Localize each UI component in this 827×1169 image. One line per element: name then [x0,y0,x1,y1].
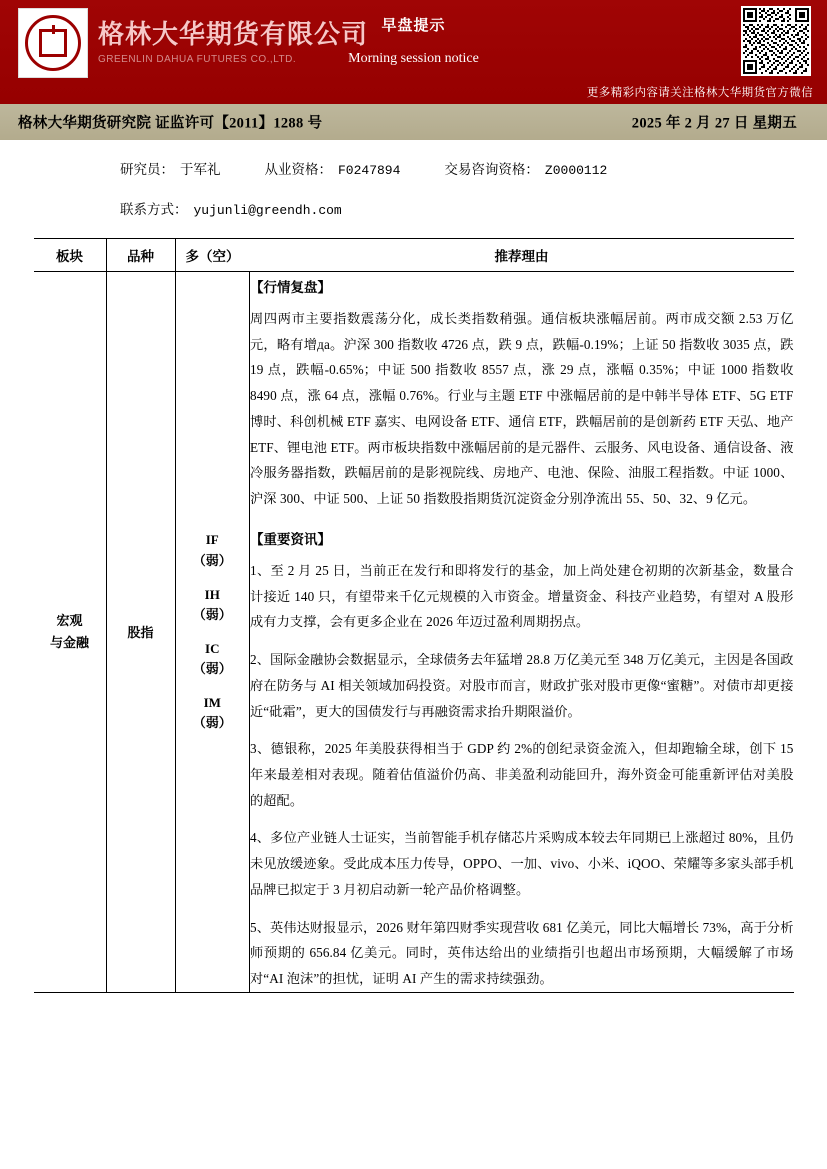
position-code: IF [205,532,219,548]
table-head [34,239,794,272]
company-branding [18,8,368,78]
paragraph-market-review: 周四两市主要指数震荡分化，成长类指数稍强。通信板块涨幅居前。两市成交额 2.53 万亿元，略有增да。沪深 300 指数收 4726 点，跌 9 点，跌幅-0.19%；上证 50 指数收 3035 点，跌 19 点，跌幅-0.65%；中证 500 指数收 8557 点，涨 29 点，涨幅 0.35%；中证 1000 指数收 8490 点，涨 64 点，涨幅 0.76%。行业与主题 ETF 中涨幅居前的是中韩半导体 ETF、5G ETF 博时、科创机械 ETF 嘉实、电网设备 ETF、通信 ETF，跌幅居前的是创新药 ETF 天弘、地产 ETF、锂电池 ETF。两市板块指数中涨幅居前的是元器件、云服务、风电设备、通信设备、液冷服务器指数，跌幅居前的是影视院线、房地产、电池、保险、油服工程指数。中证 1000、沪深 300、中证 500、上证 50 指数股指期货沉淀资金分别净流出 55、50、32、9 亿元。 [250,311,794,507]
header-reason: 推荐理由 [250,239,794,272]
wechat-followup-note: 更多精彩内容请关注格林大华期货官方微信 [586,87,813,99]
cell-positions [175,272,250,993]
paragraph-news-5: 5、英伟达财报显示，2026 财年第四财季实现营收 681 亿美元，同比大幅增长 73%，高于分析师预期的 656.84 亿美元。同时，英伟达给出的业绩指引也超出市场预期，大幅缓解了市场对“AI 泡沫”的担忧，证明 AI 产生的需求持续强劲。 [250,919,794,987]
position-gap [176,625,250,639]
cell-variety: 股指 [106,272,175,993]
paragraph-news-1: 1、至 2 月 25 日，当前正在发行和即将发行的基金，加上尚处建仓初期的次新基金，数量合计接近 140 只，有望带来千亿元规模的入市资金。增量资金、科技产业趋势，有望对 A 股形成有力支撑，会有更多企业在 2026 年迈过盈利周期拐点。 [250,562,794,630]
sector-line-2: 与金融 [49,634,89,650]
table-header-row [34,239,794,272]
report-meta [0,140,827,218]
paragraph-news-2: 2、国际金融协会数据显示，全球债务去年猛增 28.8 万亿美元至 348 万亿美元，主因是各国政府在防务与 AI 相关领域加码投资。对股市而言，财政扩张对股市更像“蜜糖”。对债市却更接近“砒霜”，更大的国债发行与再融资需求抬升期限溢价。 [250,652,794,719]
position-view: （弱） [192,552,232,568]
position-item [176,693,250,733]
company-name-cn: 格林大华期货有限公司 [98,20,369,50]
position-code: IC [205,640,220,656]
section-title-market-review: 【行情复盘】 [250,280,331,295]
position-gap [176,679,250,693]
position-view: （弱） [192,661,232,677]
document-title-en: Morning session notice [348,51,479,66]
report-date: 2025 年 2 月 27 日 星期五 [631,115,797,132]
meta-row-contact [120,198,827,218]
position-gap [176,571,250,585]
company-logo [18,8,88,78]
document-header [0,0,827,104]
position-code: IH [204,586,220,602]
position-item [176,530,250,570]
position-view: （弱） [192,715,232,731]
position-view: （弱） [192,606,232,622]
section-title-key-news: 【重要资讯】 [250,531,331,547]
consult-label: 交易咨询资格： [444,162,539,177]
institute-license: 格林大华期货研究院 证监许可【2011】1288 号 [18,115,323,132]
paragraph-news-4: 4、多位产业链人士证实，当前智能手机存储芯片采购成本较去年同期已上涨超过 80%，且仍未见放缓迹象。受此成本压力传导，OPPO、一加、vivo、小米、iQOO、荣耀等多家头部手机品牌已拟定于 3 月初启动新一轮产品价格调整。 [250,830,794,897]
table-body [34,272,794,993]
institute-bar [0,104,827,140]
contact-label: 联系方式： [120,202,188,217]
researcher-value: 于军礼 [180,162,221,177]
contact-value: yujunli@greendh.com [193,203,342,218]
meta-row-researcher [120,158,827,178]
recommendation-table [34,238,794,993]
seal-icon [25,15,81,71]
researcher-label: 研究员： [120,162,174,177]
qr-code-icon [741,6,811,76]
document-title-cn: 早盘提示 [381,18,446,34]
header-sector: 板块 [34,239,107,272]
position-item [176,639,250,679]
consult-value: Z0000112 [544,163,608,178]
paragraph-news-3: 3、德银称，2025 年美股获得相当于 GDP 约 2%的创纪录资金流入，但却跑输全球，创下 15 年来最差相对表现。随着估值溢价仍高、非美盈利动能回升，海外资金可能重新评估对美股的超配。 [250,741,794,808]
sector-line-1: 宏观 [56,612,83,628]
qualification-value: F0247894 [338,163,401,178]
company-name-en: GREENLIN DAHUA FUTURES CO.,LTD. [98,53,297,65]
seal-inner-icon [39,29,67,57]
position-code: IM [203,695,221,711]
position-item [176,585,250,625]
header-position: 多（空） [175,239,250,272]
qualification-label: 从业资格： [264,162,332,177]
qr-code-svg [743,8,809,74]
cell-reason [250,272,794,993]
cell-sector [34,272,107,993]
table-row [34,272,794,993]
header-variety: 品种 [106,239,175,272]
